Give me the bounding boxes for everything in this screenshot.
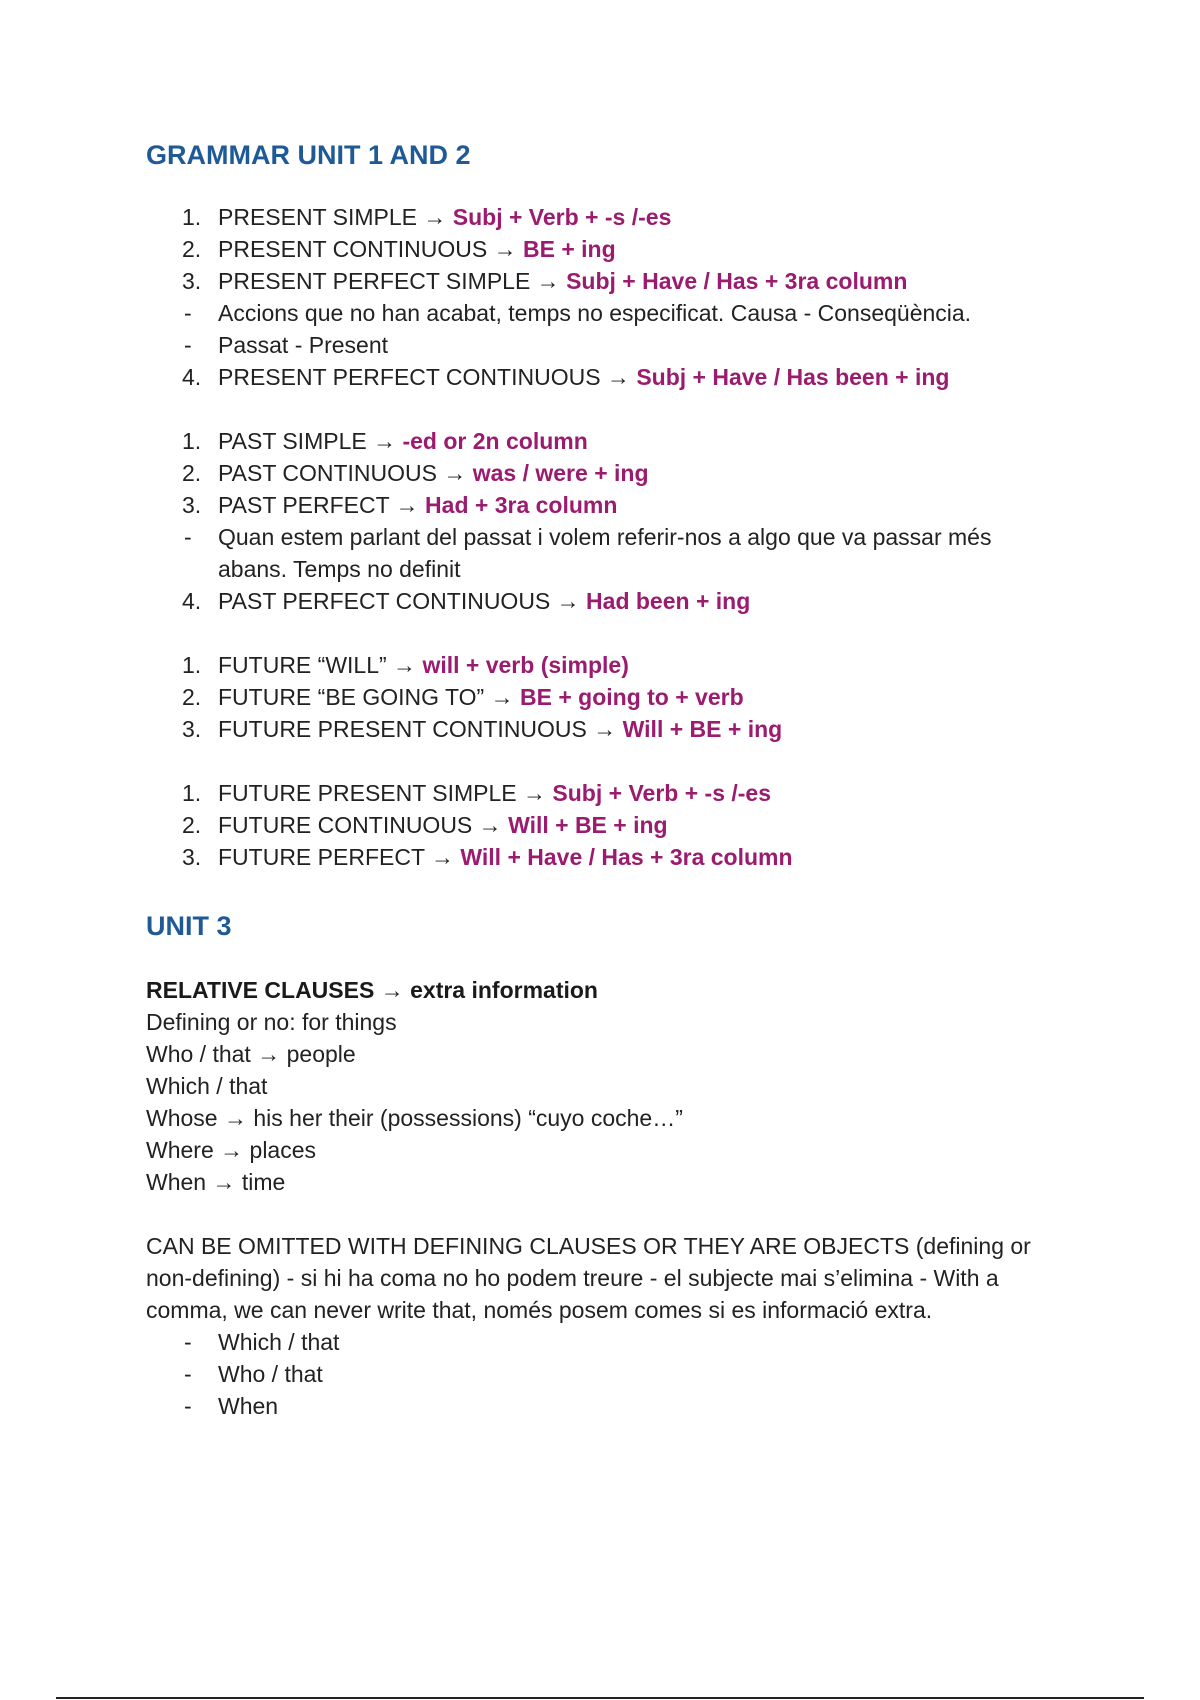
- tense-group: [146, 777, 1066, 873]
- relative-clauses-heading: [146, 974, 1066, 1006]
- tense-group: [146, 425, 1066, 617]
- item-marker: 3.: [182, 844, 202, 870]
- bullet-item: [146, 1326, 1066, 1358]
- item-formula: Subj + Have / Has + 3ra column: [566, 268, 908, 294]
- item-marker: 3.: [182, 268, 202, 294]
- item-marker: 3.: [182, 492, 202, 518]
- item-label: Accions que no han acabat, temps no especificat. Causa - Conseqüència.: [218, 300, 972, 326]
- tense-groups: [146, 201, 1066, 873]
- item-marker: 1.: [182, 204, 202, 230]
- item-marker: 1.: [182, 428, 202, 454]
- relative-clauses-heading-rest: extra information: [410, 977, 598, 1003]
- item-formula: BE + ing: [523, 236, 616, 262]
- item-formula: will + verb (simple): [422, 652, 629, 678]
- item-marker: 2.: [182, 812, 202, 838]
- tense-item: [146, 585, 1066, 617]
- item-label: PAST PERFECT CONTINUOUS →: [218, 588, 587, 614]
- tense-item: [146, 777, 1066, 809]
- bullet-item: [146, 1390, 1066, 1422]
- item-label: Quan estem parlant del passat i volem referir-nos a algo que va passar més abans. Temps no definit: [218, 524, 992, 582]
- tense-item: [146, 713, 1066, 745]
- item-marker: 4.: [182, 588, 202, 614]
- item-marker: 2.: [182, 460, 202, 486]
- item-formula: Had + 3ra column: [425, 492, 618, 518]
- item-formula: Subj + Have / Has been + ing: [636, 364, 950, 390]
- tense-item: [146, 489, 1066, 521]
- item-label: FUTURE “WILL” →: [218, 652, 423, 678]
- unit-3-title: UNIT 3: [146, 911, 232, 941]
- item-label: PRESENT PERFECT SIMPLE →: [218, 268, 567, 294]
- item-formula: -ed or 2n column: [402, 428, 588, 454]
- item-label: PAST SIMPLE →: [218, 428, 403, 454]
- item-formula: Will + BE + ing: [508, 812, 668, 838]
- item-label: FUTURE PRESENT SIMPLE →: [218, 780, 553, 806]
- tense-item: [146, 457, 1066, 489]
- item-formula: was / were + ing: [472, 460, 649, 486]
- item-label: FUTURE PERFECT →: [218, 844, 461, 870]
- item-formula: BE + going to + verb: [520, 684, 744, 710]
- item-marker: -: [184, 524, 192, 550]
- item-label: PAST PERFECT →: [218, 492, 426, 518]
- bullet-dash: -: [184, 1329, 192, 1355]
- item-formula: Subj + Verb + -s /-es: [452, 204, 672, 230]
- tense-item: [146, 233, 1066, 265]
- relative-clauses-heading-bold: RELATIVE CLAUSES: [146, 977, 375, 1003]
- omission-paragraph: CAN BE OMITTED WITH DEFINING CLAUSES OR THEY ARE OBJECTS (defining or non-defining) - si hi ha coma no ho podem treure - el subjecte mai s’elimina - With a comma, we can never write that, només posem comes si es informació extra.: [146, 1233, 1031, 1323]
- relative-line: Whose → his her their (possessions) “cuyo coche…”: [146, 1105, 683, 1131]
- bullet-dash: -: [184, 1361, 192, 1387]
- item-formula: Will + BE + ing: [622, 716, 783, 742]
- item-label: PRESENT CONTINUOUS →: [218, 236, 523, 262]
- item-formula: Subj + Verb + -s /-es: [552, 780, 772, 806]
- tense-item: [146, 329, 1066, 361]
- relative-lines: [146, 1006, 1066, 1198]
- relative-line: Who / that → people: [146, 1041, 356, 1067]
- bullet-text: Which / that: [218, 1329, 340, 1355]
- footer-divider: [56, 1697, 1144, 1699]
- tense-item: [146, 201, 1066, 233]
- item-label: FUTURE “BE GOING TO” →: [218, 684, 520, 710]
- relative-line: When → time: [146, 1169, 286, 1195]
- item-formula: Will + Have / Has + 3ra column: [460, 844, 793, 870]
- tense-item: [146, 265, 1066, 297]
- item-marker: 2.: [182, 684, 202, 710]
- item-marker: 4.: [182, 364, 202, 390]
- tense-item: [146, 649, 1066, 681]
- tense-item: [146, 361, 1066, 393]
- relative-line: Defining or no: for things: [146, 1009, 397, 1035]
- tense-group: [146, 201, 1066, 393]
- item-label: FUTURE CONTINUOUS →: [218, 812, 509, 838]
- item-marker: 3.: [182, 716, 202, 742]
- item-formula: Had been + ing: [586, 588, 751, 614]
- bullet-text: When: [218, 1393, 279, 1419]
- relative-line: Which / that: [146, 1073, 268, 1099]
- item-label: PRESENT SIMPLE →: [218, 204, 453, 230]
- item-label: PRESENT PERFECT CONTINUOUS →: [218, 364, 637, 390]
- tense-item: [146, 809, 1066, 841]
- bullet-dash: -: [184, 1393, 192, 1419]
- tense-group: [146, 649, 1066, 745]
- tense-item: [146, 297, 1066, 329]
- tense-item: [146, 425, 1066, 457]
- bullet-item: [146, 1358, 1066, 1390]
- item-marker: 1.: [182, 780, 202, 806]
- relative-clauses-arrow: →: [374, 977, 411, 1003]
- document-page: [146, 140, 1066, 1422]
- tense-item: [146, 521, 1066, 585]
- item-label: FUTURE PRESENT CONTINUOUS →: [218, 716, 623, 742]
- item-marker: 2.: [182, 236, 202, 262]
- bullet-text: Who / that: [218, 1361, 323, 1387]
- relative-line: Where → places: [146, 1137, 317, 1163]
- item-marker: -: [184, 332, 192, 358]
- unit-1-2-title: GRAMMAR UNIT 1 AND 2: [146, 140, 471, 170]
- tense-item: [146, 681, 1066, 713]
- item-marker: -: [184, 300, 192, 326]
- item-marker: 1.: [182, 652, 202, 678]
- item-label: Passat - Present: [218, 332, 389, 358]
- tense-item: [146, 841, 1066, 873]
- item-label: PAST CONTINUOUS →: [218, 460, 473, 486]
- omission-bullets: [146, 1326, 1066, 1422]
